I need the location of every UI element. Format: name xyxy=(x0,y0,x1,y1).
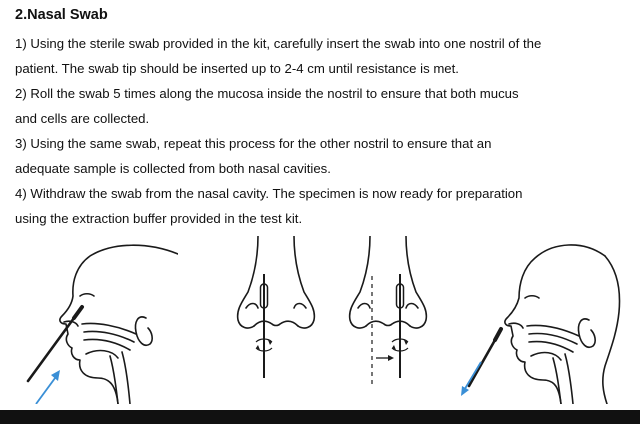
nose-front-left-nostril-icon xyxy=(340,236,436,404)
step-3-line-1: 3) Using the same swab, repeat this process for the other nostril to ensure that an xyxy=(15,136,492,151)
illustration-row xyxy=(0,236,640,404)
section-title: 2.Nasal Swab xyxy=(15,7,108,23)
step-4-line-1: 4) Withdraw the swab from the nasal cavity. The specimen is now ready for preparation xyxy=(15,186,523,201)
step-4 xyxy=(15,181,630,231)
head-profile-withdraw-icon xyxy=(455,236,625,404)
step-4-line-2: using the extraction buffer provided in the test kit. xyxy=(15,211,303,226)
step-2-line-2: and cells are collected. xyxy=(15,111,150,126)
step-1 xyxy=(15,31,630,81)
step-1-line-1: 1) Using the sterile swab provided in the kit, carefully insert the swab into one nostril of the xyxy=(15,36,542,51)
bottom-divider-bar xyxy=(0,410,640,424)
head-profile-insert-icon xyxy=(18,236,178,404)
steps-list xyxy=(15,31,630,231)
step-1-line-2: patient. The swab tip should be inserted up to 2-4 cm until resistance is met. xyxy=(15,61,459,76)
step-2-line-1: 2) Roll the swab 5 times along the mucosa inside the nostril to ensure that both mucus xyxy=(15,86,519,101)
step-2 xyxy=(15,81,630,131)
step-3-line-2: adequate sample is collected from both nasal cavities. xyxy=(15,161,331,176)
step-3 xyxy=(15,131,630,181)
nose-front-right-nostril-icon xyxy=(228,236,324,404)
